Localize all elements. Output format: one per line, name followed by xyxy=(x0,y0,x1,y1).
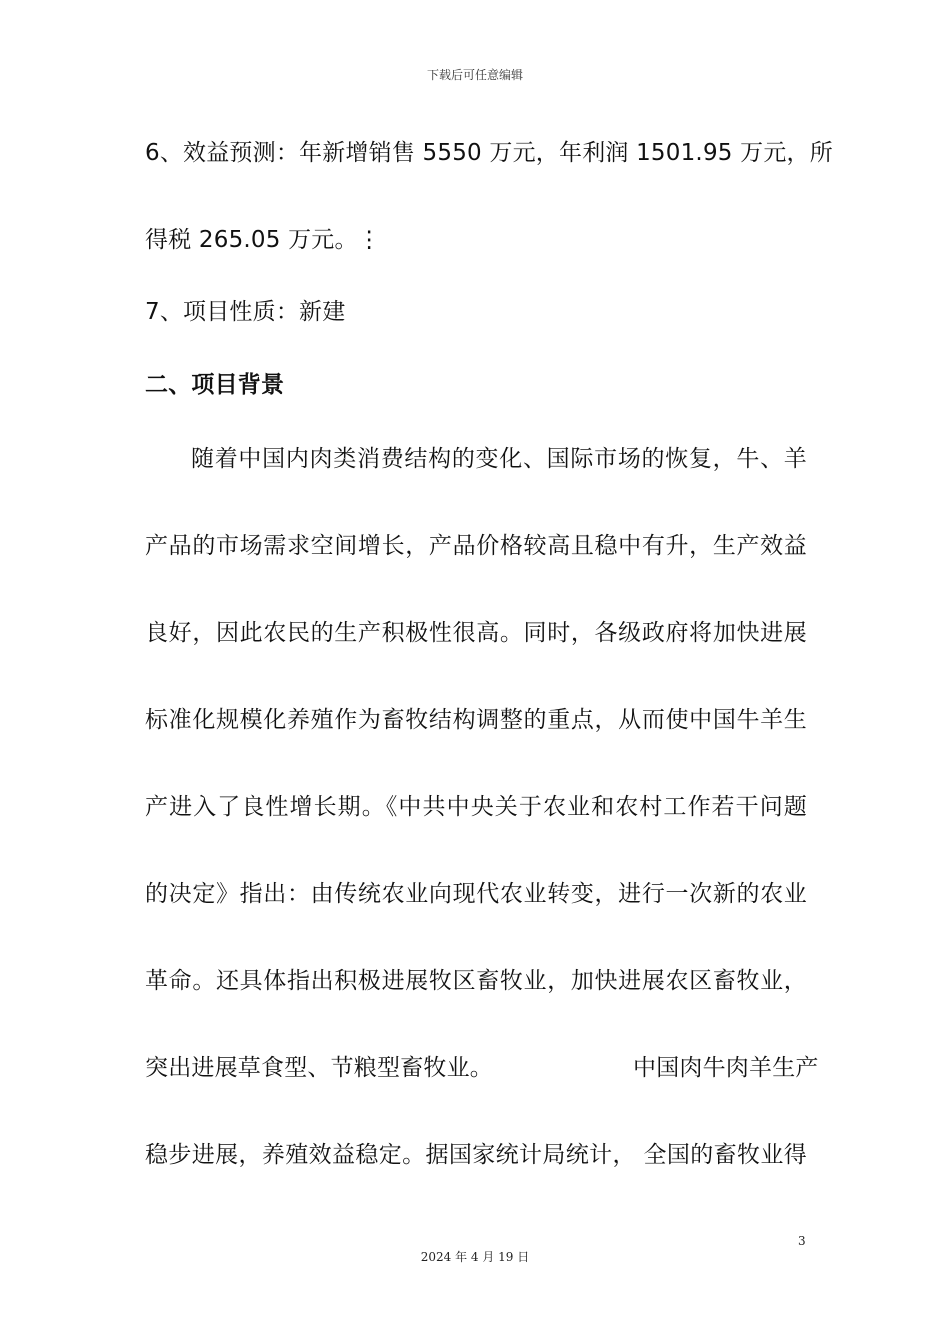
paragraph-line-8 xyxy=(145,1053,819,1083)
paragraph-line-8-end: 中国肉牛肉羊生产 xyxy=(633,1055,819,1081)
paragraph-line-3: 良好，因此农民的生产积极性很高。同时，各级政府将加快进展 xyxy=(145,620,807,646)
paragraph-line-1: 随着中国内肉类消费结构的变化、国际市场的恢复，牛、羊 xyxy=(191,446,807,472)
paragraph-line-4: 标准化规模化养殖作为畜牧结构调整的重点，从而使中国牛羊生 xyxy=(145,707,807,733)
paragraph-line-6: 的决定》指出：由传统农业向现代农业转变，进行一次新的农业 xyxy=(145,881,807,907)
paragraph-line-2: 产品的市场需求空间增长，产品价格较高且稳中有升，生产效益 xyxy=(145,533,807,559)
paragraph-line-5: 产进入了良性增长期。《中共中央关于农业和农村工作若干问题 xyxy=(145,794,807,820)
page-header: 下载后可任意编辑 xyxy=(426,68,523,82)
benefit-forecast-line-2: 得税 265.05 万元。⋮ xyxy=(145,227,381,253)
paragraph-line-9: 稳步进展，养殖效益稳定。据国家统计局统计， 全国的畜牧业得 xyxy=(145,1142,807,1168)
page-number: 3 xyxy=(798,1234,806,1248)
project-nature-line: 7、项目性质：新建 xyxy=(145,299,346,325)
paragraph-line-8-start: 突出进展草食型、节粮型畜牧业。 xyxy=(145,1055,493,1081)
paragraph-line-7: 革命。还具体指出积极进展牧区畜牧业，加快进展农区畜牧业， xyxy=(145,968,807,994)
page-footer-date: 2024 年 4 月 19 日 xyxy=(420,1250,530,1264)
section-heading-background: 二、项目背景 xyxy=(145,372,285,398)
benefit-forecast-line-1: 6、效益预测：年新增销售 5550 万元，年利润 1501.95 万元，所 xyxy=(145,140,833,166)
